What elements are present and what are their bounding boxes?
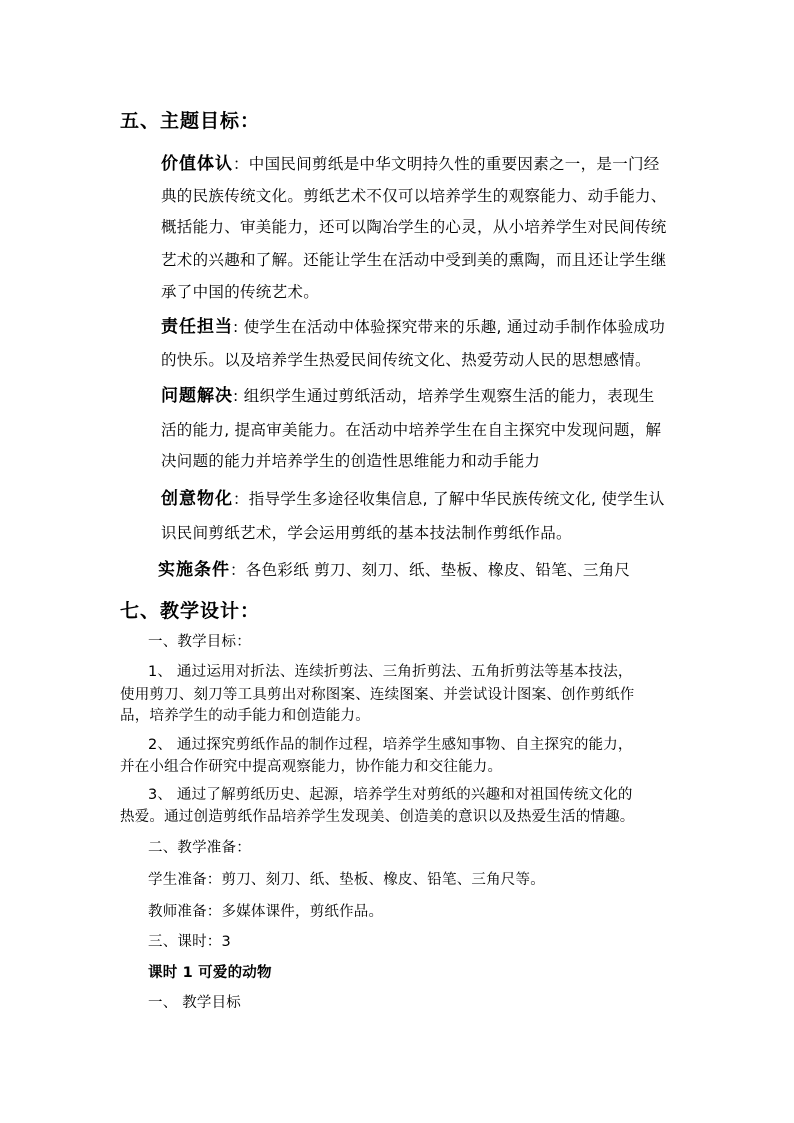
conditions-label: 实施条件 bbox=[158, 560, 230, 580]
value-paragraph-line-3: 概括能力、审美能力，还可以陶冶学生的心灵，从小培养学生对民间传统 bbox=[161, 218, 667, 236]
conditions-line: 实施条件：各色彩纸 剪刀、刻刀、纸、垫板、橡皮、铅笔、三角尺 bbox=[158, 560, 631, 580]
value-paragraph-line-5: 承了中国的传统艺术。 bbox=[161, 283, 320, 301]
value-paragraph-line-1: 价值体认：中国民间剪纸是中华文明持久性的重要因素之一，是一门经 bbox=[161, 154, 660, 174]
lesson-1-goals-heading: 一、 教学目标 bbox=[148, 995, 242, 1011]
section-7-heading: 七、教学设计： bbox=[120, 600, 261, 622]
goal-1-line-2: 使用剪刀、刻刀等工具剪出对称图案、连续图案、并尝试设计图案、创作剪纸作 bbox=[120, 687, 635, 703]
student-prep: 学生准备：剪刀、刻刀、纸、垫板、橡皮、铅笔、三角尺等。 bbox=[148, 872, 545, 888]
goal-1-line-3: 品，培养学生的动手能力和创造能力。 bbox=[120, 708, 370, 724]
teaching-goals-heading: 一、教学目标： bbox=[148, 634, 251, 650]
creative-label: 创意物化 bbox=[161, 489, 233, 509]
section-5-heading: 五、主题目标： bbox=[120, 110, 261, 132]
goal-3-line-2: 热爱。通过创造剪纸作品培养学生发现美、创造美的意识以及热爱生活的情趣。 bbox=[120, 809, 635, 825]
value-label: 价值体认 bbox=[161, 154, 233, 174]
creative-line-2: 识民间剪纸艺术，学会运用剪纸的基本技法制作剪纸作品。 bbox=[161, 524, 572, 542]
problem-label: 问题解决 bbox=[161, 386, 233, 406]
responsibility-line-1: 责任担当: 使学生在活动中体验探究带来的乐趣, 通过动手制作体验成功 bbox=[161, 317, 666, 337]
responsibility-line-2: 的快乐。以及培养学生热爱民间传统文化、热爱劳动人民的思想感情。 bbox=[161, 351, 651, 369]
teaching-prep-heading: 二、教学准备： bbox=[148, 840, 251, 856]
goal-3-line-1: 3、 通过了解剪纸历史、起源，培养学生对剪纸的兴趣和对祖国传统文化的 bbox=[148, 787, 633, 803]
goal-1-line-1: 1、 通过运用对折法、连续折剪法、三角折剪法、五角折剪法等基本技法， bbox=[148, 664, 633, 680]
value-paragraph-line-2: 典的民族传统文化。剪纸艺术不仅可以培养学生的观察能力、动手能力、 bbox=[161, 187, 667, 205]
problem-line-3: 决问题的能力并培养学生的创造性思维能力和动手能力 bbox=[161, 452, 541, 470]
goal-2-line-2: 并在小组合作研究中提高观察能力，协作能力和交往能力。 bbox=[120, 759, 503, 775]
problem-line-2: 活的能力, 提高审美能力。在活动中培养学生在自主探究中发现问题，解 bbox=[161, 421, 662, 439]
lesson-1-title: 课时 1 可爱的动物 bbox=[148, 965, 272, 981]
class-hours: 三、课时：3 bbox=[148, 934, 231, 950]
creative-line-1: 创意物化：指导学生多途径收集信息, 了解中华民族传统文化, 使学生认 bbox=[161, 489, 665, 509]
goal-2-line-1: 2、 通过探究剪纸作品的制作过程，培养学生感知事物、自主探究的能力， bbox=[148, 737, 633, 753]
teacher-prep: 教师准备：多媒体课件，剪纸作品。 bbox=[148, 904, 384, 920]
problem-line-1: 问题解决: 组织学生通过剪纸活动，培养学生观察生活的能力，表现生 bbox=[161, 386, 655, 406]
value-paragraph-line-4: 艺术的兴趣和了解。还能让学生在活动中受到美的熏陶，而且还让学生继 bbox=[161, 251, 667, 269]
responsibility-label: 责任担当 bbox=[161, 317, 233, 337]
